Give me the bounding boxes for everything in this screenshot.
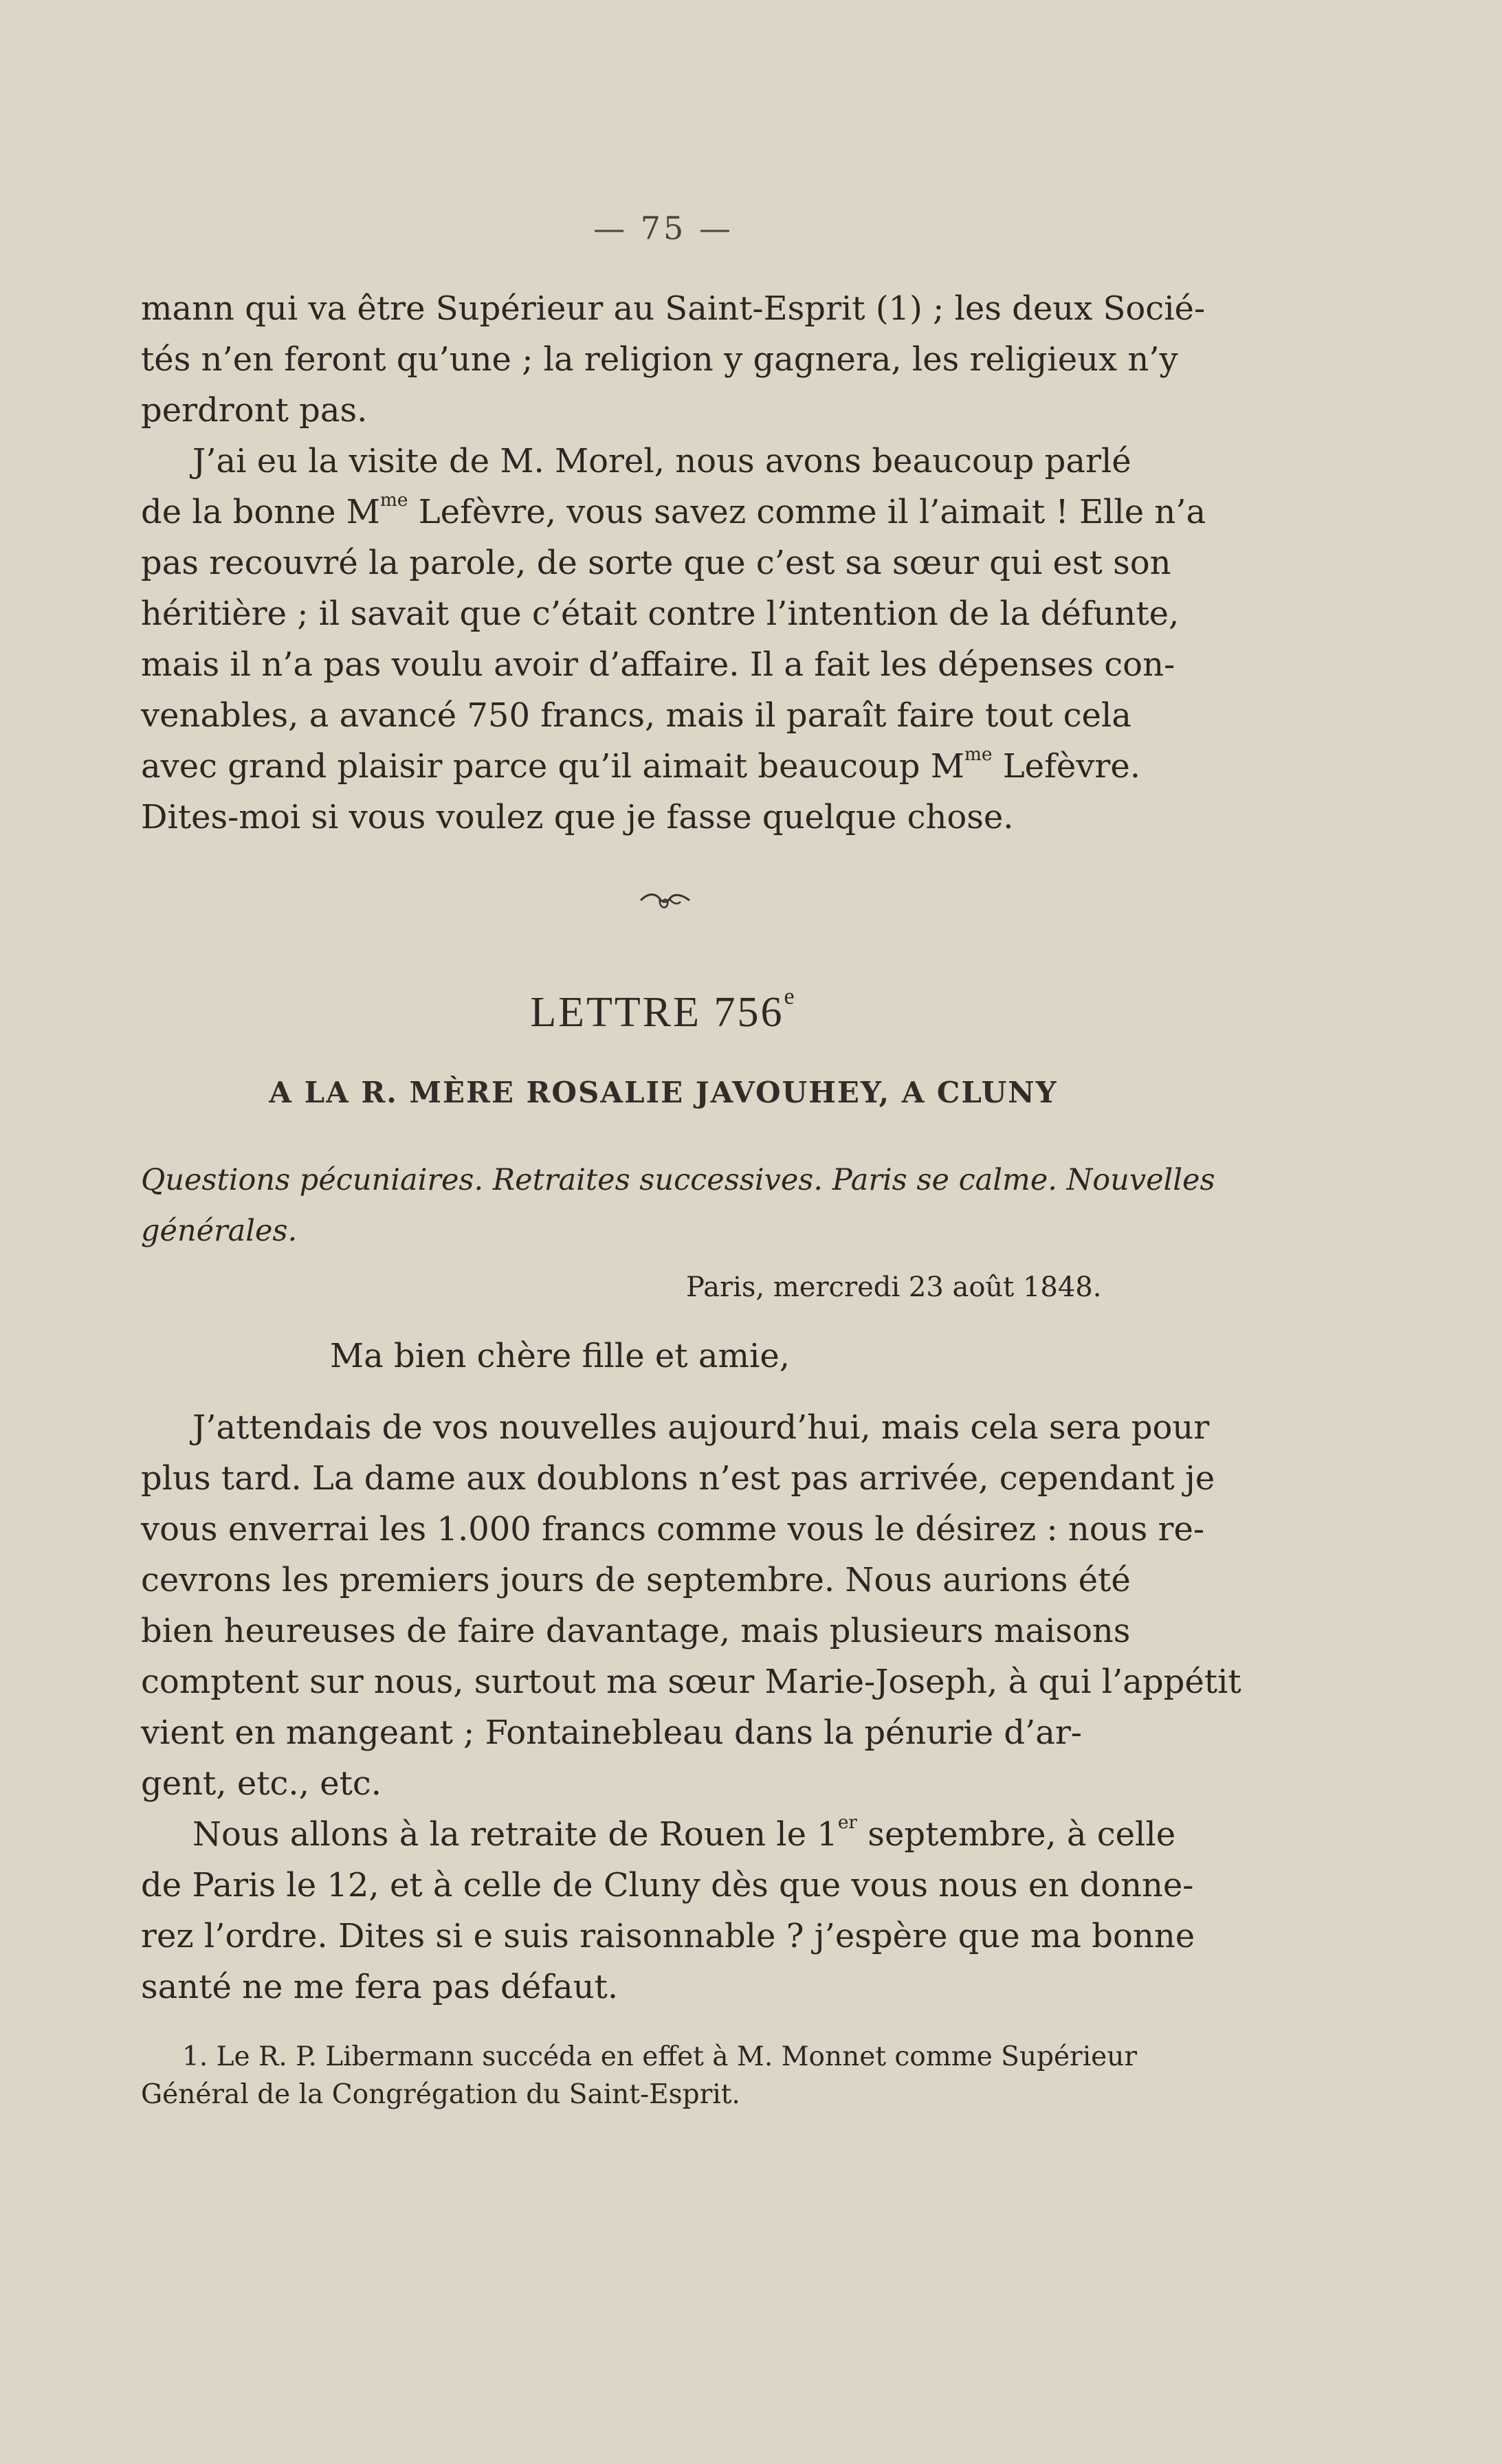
- text-line: venables, a avancé 750 francs, mais il paraît faire tout cela: [141, 696, 1131, 735]
- footnote-line: Général de la Congrégation du Saint-Esprit.: [141, 2079, 740, 2110]
- paragraph-money: [141, 1402, 1241, 1809]
- continuation-paragraph: [141, 283, 1206, 436]
- letter-title: LETTRE 756e: [530, 984, 797, 1036]
- footnote-line: 1. Le R. P. Libermann succéda en effet à M. Monnet comme Supérieur: [182, 2041, 1138, 2072]
- page-number: — 75 —: [593, 210, 733, 247]
- dateline: Paris, mercredi 23 août 1848.: [686, 1272, 1102, 1303]
- fleuron-ornament-icon: [639, 887, 691, 914]
- superscript: e: [784, 984, 797, 1010]
- text-line: rez l’ordre. Dites si e suis raisonnable ? j’espère que ma bonne: [141, 1917, 1195, 1955]
- superscript: me: [379, 489, 408, 511]
- text-line: Dites-moi si vous voulez que je fasse quelque chose.: [141, 798, 1014, 836]
- summary-line: générales.: [141, 1214, 298, 1248]
- superscript: er: [837, 1811, 858, 1833]
- text-line: santé ne me fera pas défaut.: [141, 1968, 619, 2006]
- text-line: avec grand plaisir parce qu’il aimait beaucoup $M^{me}$ Lefèvre.: [141, 743, 1140, 786]
- text-line: J’attendais de vos nouvelles aujourd’hui, mais cela sera pour: [192, 1408, 1210, 1447]
- footnote: [141, 2038, 1193, 2113]
- text-line: Nous allons à la retraite de Rouen le 1er septembre, à celle: [192, 1811, 1176, 1854]
- paragraph-visit-morel: [141, 436, 1206, 843]
- text-line: pas recouvré la parole, de sorte que c’est sa sœur qui est son: [141, 544, 1171, 582]
- letter-summary: [141, 1155, 1215, 1256]
- text-line: mais il n’a pas voulu avoir d’affaire. Il a fait les dépenses con-: [141, 645, 1175, 684]
- text-line: vous enverrai les 1.000 francs comme vous le désirez : nous re-: [141, 1510, 1205, 1549]
- text-line: héritière ; il savait que c’était contre l’intention de la défunte,: [141, 595, 1180, 633]
- text-line: vient en mangeant ; Fontainebleau dans la pénurie d’ar-: [141, 1713, 1083, 1752]
- text-line: cevrons les premiers jours de septembre. Nous aurions été: [141, 1561, 1131, 1599]
- text-line: perdront pas.: [141, 391, 368, 430]
- salutation: Ma bien chère fille et amie,: [330, 1337, 790, 1375]
- superscript: me: [964, 743, 993, 765]
- text-line: tés n’en feront qu’une ; la religion y gagnera, les religieux n’y: [141, 340, 1178, 379]
- paragraph-retreats: [141, 1809, 1193, 2012]
- text-line: mann qui va être Supérieur au Saint-Esprit (1) ; les deux Socié-: [141, 289, 1206, 328]
- summary-line: Questions pécuniaires. Retraites successives. Paris se calme. Nouvelles: [141, 1163, 1215, 1197]
- text-line: de Paris le 12, et à celle de Cluny dès que vous nous en donne-: [141, 1866, 1194, 1905]
- text-line: gent, etc., etc.: [141, 1764, 382, 1803]
- letter-addressee: A LA R. MÈRE ROSALIE JAVOUHEY, A CLUNY: [269, 1076, 1058, 1109]
- text-line: bien heureuses de faire davantage, mais plusieurs maisons: [141, 1612, 1131, 1650]
- text-line: comptent sur nous, surtout ma sœur Marie-Joseph, à qui l’appétit: [141, 1663, 1241, 1701]
- text-line: plus tard. La dame aux doublons n’est pas arrivée, cependant je: [141, 1459, 1215, 1498]
- text-line: de la bonne $M^{me}$ Lefèvre, vous savez comme il l’aimait ! Elle n’a: [141, 489, 1206, 531]
- text-line: J’ai eu la visite de M. Morel, nous avons beaucoup parlé: [192, 442, 1131, 480]
